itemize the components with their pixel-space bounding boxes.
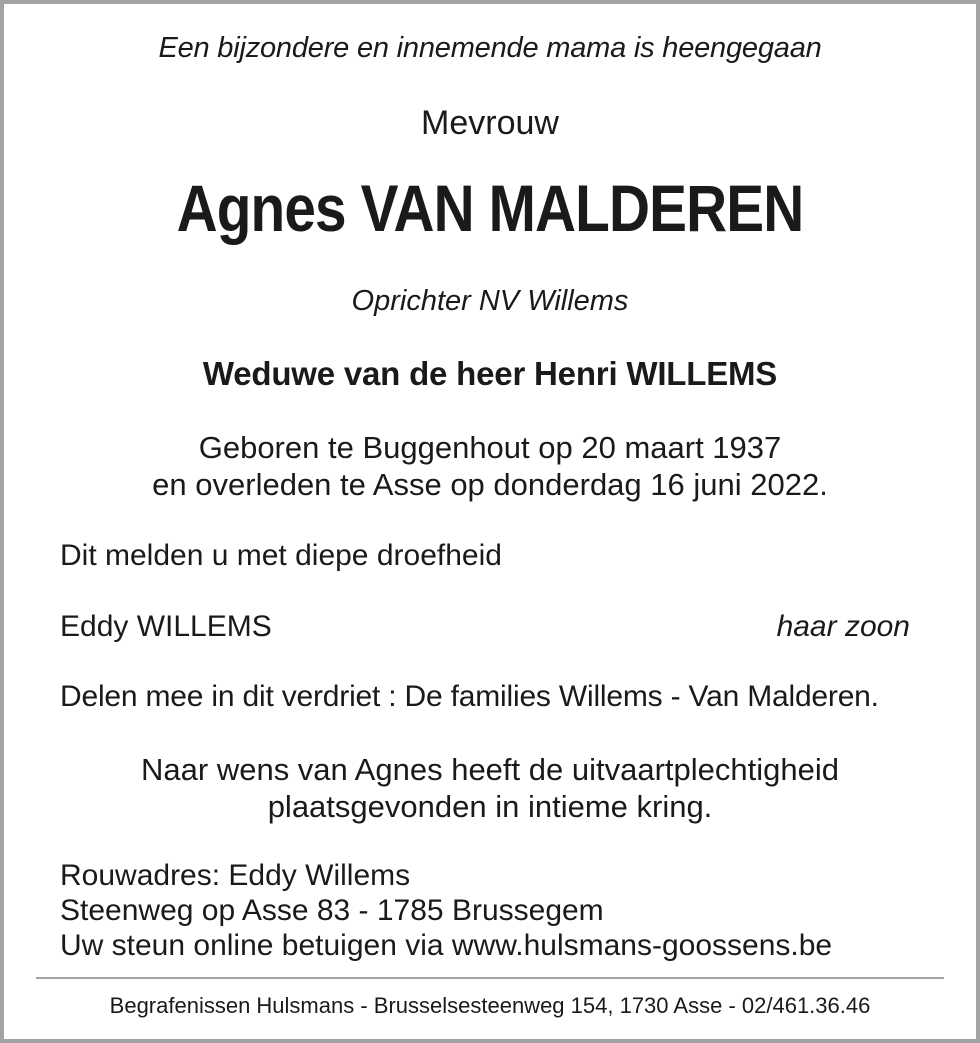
honorific-title: Mevrouw bbox=[421, 104, 559, 142]
announcement-text: Dit melden u met diepe droefheid bbox=[60, 539, 502, 572]
address-line-2: Steenweg op Asse 83 - 1785 Brussegem bbox=[60, 894, 604, 927]
share-grief-text: Delen mee in dit verdriet : De families Willems - Van Malderen. bbox=[60, 680, 879, 713]
family-member-relation: haar zoon bbox=[776, 610, 910, 643]
widow-of-text: Weduwe van de heer Henri WILLEMS bbox=[202, 355, 778, 392]
intro-text: Een bijzondere en innemende mama is heengegaan bbox=[158, 32, 822, 64]
wish-line-2: plaatsgevonden in intieme kring. bbox=[267, 789, 713, 824]
address-line-3: Uw steun online betuigen via www.hulsmans-goossens.be bbox=[60, 929, 833, 962]
deceased-name: Agnes VAN MALDEREN bbox=[176, 171, 804, 245]
funeral-home-footer: Begrafenissen Hulsmans - Brusselsesteenweg 154, 1730 Asse - 02/461.36.46 bbox=[109, 993, 871, 1018]
death-line: en overleden te Asse op donderdag 16 juni 2022. bbox=[152, 467, 828, 502]
wish-line-1: Naar wens van Agnes heeft de uitvaartplechtigheid bbox=[141, 752, 839, 787]
address-line-1: Rouwadres: Eddy Willems bbox=[60, 859, 411, 892]
deceased-role: Oprichter NV Willems bbox=[351, 285, 629, 317]
footer-divider bbox=[36, 977, 944, 979]
birth-line: Geboren te Buggenhout op 20 maart 1937 bbox=[198, 430, 782, 465]
family-member-name: Eddy WILLEMS bbox=[60, 610, 272, 643]
